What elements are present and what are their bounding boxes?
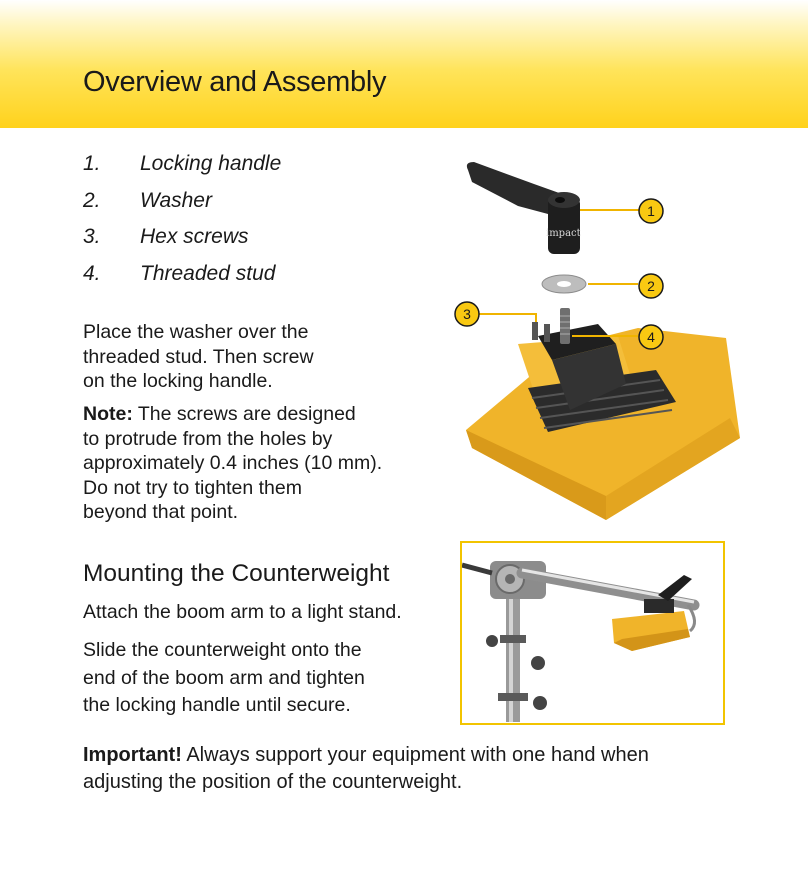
assembly-line: Place the washer over the xyxy=(83,321,309,343)
note-label: Note: xyxy=(83,403,133,425)
mounting-line: the locking handle until secure. xyxy=(83,694,351,716)
brand-logo-text: impact xyxy=(546,228,581,239)
part-label: Threaded stud xyxy=(140,261,276,285)
list-item xyxy=(83,262,403,299)
boom-arm-illustration xyxy=(462,543,722,722)
boom-arm-photo xyxy=(460,541,725,725)
callout-badge-3 xyxy=(455,302,479,326)
part-label: Locking handle xyxy=(140,152,282,175)
assembly-line: threaded stud. Then screw xyxy=(83,345,314,368)
assembly-instructions xyxy=(83,320,314,394)
page-title: Overview and Assembly xyxy=(83,66,387,98)
threaded-stud xyxy=(560,308,570,344)
callout-number: 1 xyxy=(647,203,655,219)
part-number: 1. xyxy=(83,152,101,175)
header-banner xyxy=(0,0,808,128)
assembly-illustration xyxy=(448,148,778,528)
important-line: Always support your equipment with one hand when xyxy=(181,744,649,766)
part-label: Hex screws xyxy=(140,225,249,248)
important-line: adjusting the position of the counterweight. xyxy=(83,771,463,793)
mounting-line: end of the boom arm and tighten xyxy=(83,666,365,689)
important-paragraph xyxy=(83,742,649,796)
parts-list xyxy=(83,152,403,298)
assembly-line: on the locking handle. xyxy=(83,370,273,392)
note-line: beyond that point. xyxy=(83,501,239,523)
washer xyxy=(542,275,586,293)
callout-badge-2 xyxy=(639,274,663,298)
callout-badge-4 xyxy=(639,325,663,349)
part-number: 4. xyxy=(83,261,101,285)
callout-number: 2 xyxy=(647,278,655,294)
locking-handle xyxy=(467,162,581,254)
part-label: Washer xyxy=(140,188,212,212)
note-line: Do not try to tighten them xyxy=(83,476,302,499)
callout-number: 3 xyxy=(463,306,471,322)
part-number: 3. xyxy=(83,225,101,248)
section-heading: Mounting the Counterweight xyxy=(83,560,390,587)
note-paragraph xyxy=(83,402,382,525)
mounting-line: Slide the counterweight onto the xyxy=(83,639,362,661)
callout-badge-1 xyxy=(639,199,663,223)
list-item xyxy=(83,152,403,189)
part-number: 2. xyxy=(83,188,101,212)
callout-number: 4 xyxy=(647,329,655,345)
list-item xyxy=(83,225,403,262)
mounting-step-1: Attach the boom arm to a light stand. xyxy=(83,601,402,623)
note-line: approximately 0.4 inches (10 mm). xyxy=(83,452,383,474)
mounting-step-2 xyxy=(83,637,365,720)
note-line: to protrude from the holes by xyxy=(83,427,333,450)
important-label: Important! xyxy=(83,744,182,766)
note-line: The screws are designed xyxy=(132,403,356,425)
list-item xyxy=(83,189,403,226)
